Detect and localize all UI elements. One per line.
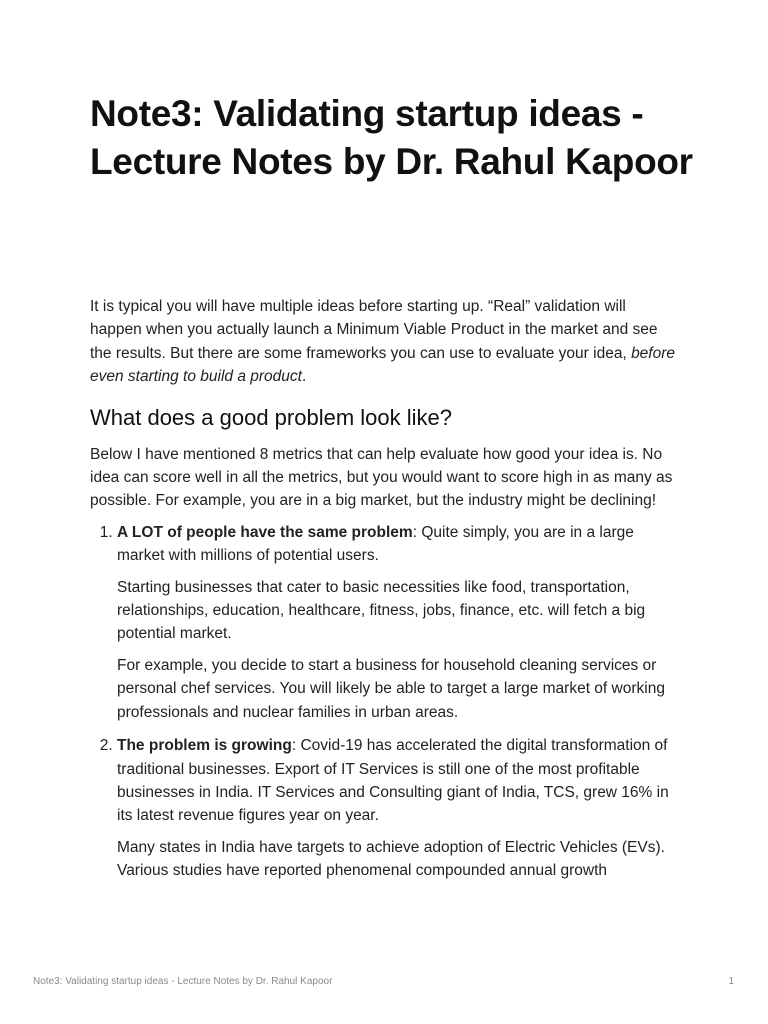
metric-text: Covid-19 has accelerated the digital transformation of traditional businesses. Export of IT Services is still one of the most profitable businesses in India. IT Services and Consulting giant of India, TCS, grew 16% in its latest revenue figures year on year.: [117, 737, 669, 825]
document-body: [90, 295, 680, 893]
metric-title: A LOT of people have the same problem: [117, 523, 413, 541]
list-item: [117, 734, 680, 882]
list-item: [117, 521, 680, 724]
intro-emphasis: before even starting to build a product: [90, 344, 676, 386]
section-heading: What does a good problem look like?: [90, 404, 452, 430]
metric-paragraph: Starting businesses that cater to basic necessities like food, transportation, relationships, education, healthcare, fitness, jobs, finance, etc. will fetch a big potential market.: [117, 578, 646, 643]
intro-text: It is typical you will have multiple ideas before starting up. “Real” validation will happen when you actually launch a Minimum Viable Product in the market and see the results. But there are some frameworks you can use to evaluate your idea,: [90, 298, 658, 362]
metric-title: The problem is growing: [117, 737, 292, 755]
metric-paragraph: 2. The problem is growing: Covid-19 has accelerated the digital transformation of traditional businesses. Export of IT Services is still one of the most profitable businesses in India. IT Services and Consulting giant of India, TCS, grew 16% in its latest revenue figures year on year.: [117, 737, 669, 825]
metric-paragraph: For example, you decide to start a business for household cleaning services or personal chef services. You will likely be able to target a large market of working professionals and nuclear families in urban areas.: [117, 656, 665, 721]
page-number: 1: [728, 976, 734, 987]
metrics-list: [90, 521, 680, 883]
section-intro: Below I have mentioned 8 metrics that can help evaluate how good your idea is. No idea can score well in all the metrics, but you would want to score high in as many as possible. For example, you are in a big market, but the industry might be declining!: [90, 445, 673, 510]
metric-paragraph: 1. A LOT of people have the same problem: Quite simply, you are in a large market with millions of potential users.: [117, 523, 634, 565]
page-title: Note3: Validating startup ideas - Lecture Notes by Dr. Rahul Kapoor: [90, 93, 693, 182]
metric-paragraph: Many states in India have targets to achieve adoption of Electric Vehicles (EVs). Various studies have reported phenomenal compounded annual growth: [117, 838, 665, 880]
footer-title: Note3: Validating startup ideas - Lecture Notes by Dr. Rahul Kapoor: [33, 976, 333, 987]
metric-text: Quite simply, you are in a large market with millions of potential users.: [117, 523, 634, 565]
intro-paragraph: It is typical you will have multiple ideas before starting up. “Real” validation will happen when you actually launch a Minimum Viable Product in the market and see the results. But there are some frameworks you can use to evaluate your idea, before even starting to build a product.: [90, 298, 676, 386]
